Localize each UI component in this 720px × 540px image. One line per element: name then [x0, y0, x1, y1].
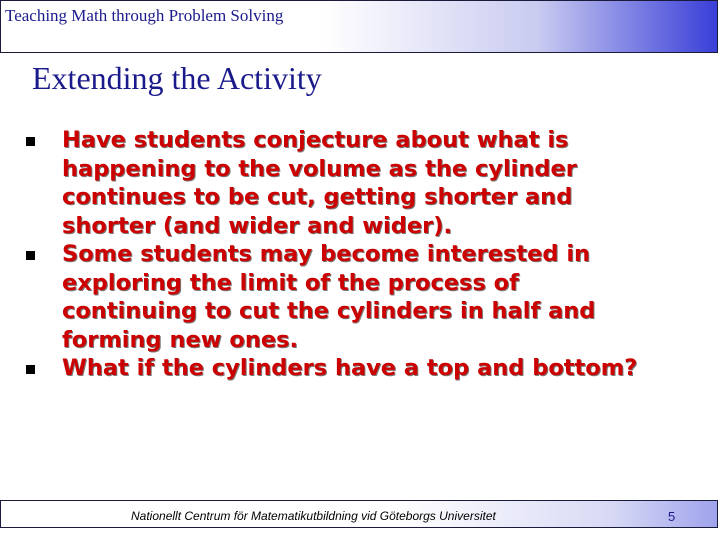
square-bullet-icon: [26, 365, 35, 374]
bullet-line: Some students may become interested in: [62, 241, 591, 267]
bullet-list: [0, 126, 720, 383]
page-number: 5: [668, 509, 676, 524]
square-bullet-icon: [26, 251, 35, 260]
bullet-item: [0, 354, 720, 383]
slide-title: Extending the Activity: [32, 60, 322, 96]
footer-institution: Nationellt Centrum för Matematikutbildning vid Göteborgs Universitet: [131, 509, 496, 523]
footer-bar: [0, 500, 718, 528]
bullet-item: [0, 126, 720, 240]
bullet-item: [0, 240, 720, 354]
bullet-line: forming new ones.: [62, 326, 299, 353]
bullet-line: happening to the volume as the cylinder: [62, 155, 577, 182]
bullet-line: What if the cylinders have a top and bottom?: [62, 355, 638, 381]
header-bar: [0, 0, 718, 53]
bullet-line: continues to be cut, getting shorter and: [62, 184, 573, 210]
square-bullet-icon: [26, 137, 35, 146]
bullet-line: exploring the limit of the process of: [62, 269, 519, 296]
bullet-line: continuing to cut the cylinders in half and: [62, 298, 596, 324]
header-title: Teaching Math through Problem Solving: [5, 6, 284, 25]
bullet-line: shorter (and wider and wider).: [62, 212, 453, 239]
bullet-line: Have students conjecture about what is: [62, 127, 569, 153]
